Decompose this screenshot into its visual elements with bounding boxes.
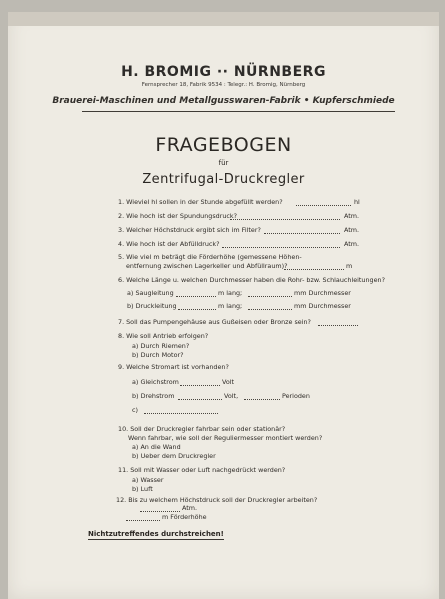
question-8: 8. Wie soll Antrieb erfolgen? [118, 332, 209, 340]
question-6: 6. Welche Länge u. welchen Durchmesser haben die Rohr- bzw. Schlauchleitungen? [118, 276, 385, 284]
answer-line-1[interactable] [296, 205, 351, 206]
q12-height: m Förderhöhe [162, 513, 207, 521]
q6-pressure-line: b) Druckleitung [127, 302, 177, 310]
answer-line-5[interactable] [284, 269, 344, 270]
answer-pressure-length[interactable] [178, 309, 216, 310]
document-subtitle: Zentrifugal-Druckregler [142, 172, 305, 187]
q9b-periods: Perioden [282, 392, 310, 400]
answer-other-current[interactable] [144, 413, 218, 414]
q9-other: c) [132, 406, 139, 414]
answer-line-2[interactable] [230, 219, 340, 220]
answer-line-4[interactable] [222, 247, 340, 248]
unit-atm-2: Atm. [344, 212, 360, 220]
question-10: 10. Soll der Druckregler fahrbar sein oder stationär? [118, 425, 286, 433]
document-title: FRAGEBOGEN [155, 134, 292, 156]
q6a-mm: mm Durchmesser [294, 289, 351, 297]
document-for: für [218, 159, 229, 167]
q9a-volt: Volt [222, 378, 235, 386]
question-5-line1: 5. Wie viel m beträgt die Förderhöhe (gemessene Höhen- [118, 253, 302, 261]
q8-belt: a) Durch Riemen? [132, 342, 190, 350]
company-name: H. BROMIG ·· NÜRNBERG [121, 64, 326, 80]
q9b-volt: Volt, [224, 392, 239, 400]
q11-water: a) Wasser [132, 476, 164, 484]
answer-line-7[interactable] [318, 325, 358, 326]
company-tagline: Brauerei-Maschinen und Metallgusswaren-Fabrik • Kupferschmiede [52, 96, 395, 106]
q11-air: b) Luft [132, 485, 153, 493]
question-3: 3. Welcher Höchstdruck ergibt sich im Filter? [118, 226, 261, 234]
q10-above: b) Ueber dem Druckregler [132, 452, 216, 460]
question-12: 12. Bis zu welchem Höchstdruck soll der Druckregler arbeiten? [116, 496, 318, 504]
unit-m-5: m [346, 262, 353, 270]
question-10-sub: Wenn fahrbar, wie soll der Reguliermesser montiert werden? [128, 434, 323, 442]
answer-suction-diameter[interactable] [248, 296, 292, 297]
answer-dc-volt[interactable] [180, 385, 220, 386]
unit-atm-4: Atm. [344, 240, 360, 248]
question-11: 11. Soll mit Wasser oder Luft nachgedrückt werden? [118, 466, 286, 474]
paper-edge [8, 12, 439, 26]
q6-suction-line: a) Saugleitung [127, 289, 174, 297]
question-5-line2: entfernung zwischen Lagerkeller und Abfüllraum)? [126, 262, 288, 270]
question-9: 9. Welche Stromart ist vorhanden? [118, 363, 229, 371]
q10-wall: a) An die Wand [132, 443, 181, 451]
answer-max-height[interactable] [126, 520, 160, 521]
q6b-m-lang: m lang; [218, 302, 243, 310]
q9-dc: a) Gleichstrom [132, 378, 179, 386]
q12-atm: Atm. [182, 504, 198, 512]
question-4: 4. Wie hoch ist der Abfülldruck? [118, 240, 220, 248]
q6b-mm: mm Durchmesser [294, 302, 351, 310]
answer-threephase-volt[interactable] [178, 399, 222, 400]
answer-threephase-periods[interactable] [244, 399, 280, 400]
unit-atm-3: Atm. [344, 226, 360, 234]
answer-pressure-diameter[interactable] [248, 309, 292, 310]
q6a-m-lang: m lang; [218, 289, 243, 297]
company-contact: Fernsprecher 18, Fabrik 9534 : Telegr.: H. Bromig, Nürnberg [141, 82, 306, 88]
question-2: 2. Wie hoch ist der Spundungsdruck? [118, 212, 237, 220]
q9-threephase: b) Drehstrom [132, 392, 175, 400]
strike-note [88, 530, 224, 538]
questionnaire-sheet [8, 12, 439, 599]
answer-line-3[interactable] [264, 233, 340, 234]
question-1: 1. Wieviel hl sollen in der Stunde abgefüllt werden? [118, 198, 283, 206]
question-7: 7. Soll das Pumpengehäuse aus Gußeisen oder Bronze sein? [118, 318, 311, 326]
q8-motor: b) Durch Motor? [132, 351, 184, 359]
unit-hl: hl [354, 198, 360, 206]
answer-max-atm[interactable] [140, 511, 180, 512]
header-rule [82, 111, 395, 112]
answer-suction-length[interactable] [176, 296, 216, 297]
strike-note-text: Nichtzutreffendes durchstreichen! [88, 530, 224, 538]
